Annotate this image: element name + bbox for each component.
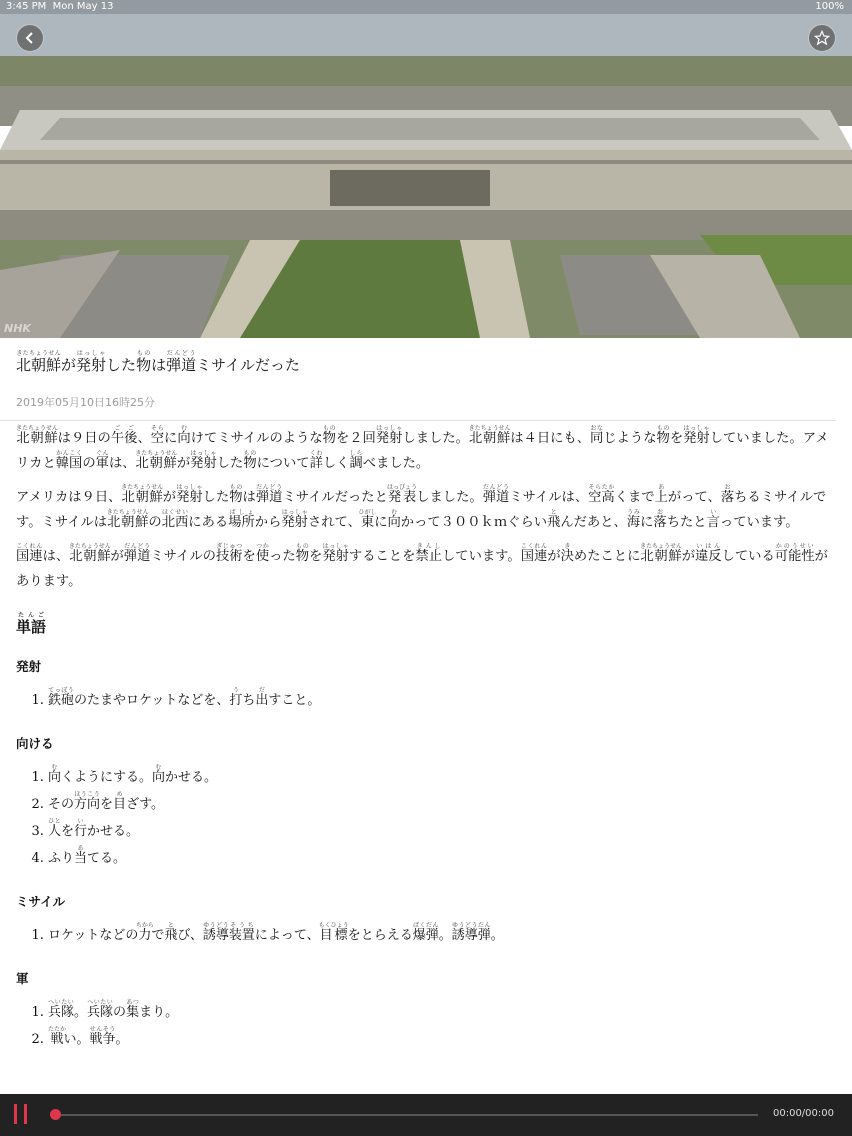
divider (0, 420, 836, 421)
vocab-heading: 単語たんご (16, 612, 47, 636)
vocab-word: ミサイル (16, 894, 66, 909)
article-date: 2019年05月10日16時25分 (16, 396, 155, 409)
audio-player (0, 1094, 852, 1136)
status-time: 3:45 PM Mon May 13 (6, 1, 114, 12)
article-title: 北朝鮮きたちょうせんが発射はっしゃした物ものは弾道だんどうミサイルだった (16, 350, 301, 374)
definition-item: 1. 鉄砲てっぽうのたまやロケットなどを、打うち出だすこと。 (48, 687, 840, 714)
playback-time: 00:00/00:00 (772, 1108, 834, 1119)
definition-item: 1. 向むくようにする。向むかせる。 (48, 764, 840, 791)
article-paragraph: 国連こくれんは、北朝鮮きたちょうせんが弾道だんどうミサイルの技術ぎじゅつを使つかった物ものを発射はっしゃすることを禁止きんししています。国連こくれんが決きめたことに北朝鮮きたちょうせんが違反いはんしている可能性かのうせいがあります。 (16, 543, 828, 589)
article-paragraph: 北朝鮮きたちょうせんは９日の午後ごご、空そらに向むけてミサイルのような物ものを２回発射はっしゃしました。北朝鮮きたちょうせんは４日にも、同おなじような物ものを発射はっしゃしていました。アメリカと韓国かんこくの軍ぐんは、北朝鮮きたちょうせんが発射はっしゃした物ものについて詳くわしく調しらべました。 (16, 425, 829, 471)
vocab-word: 軍 (16, 971, 29, 986)
pause-button[interactable] (10, 1104, 32, 1126)
back-button[interactable] (16, 24, 44, 52)
definition-item: 4. ふり当あてる。 (48, 845, 840, 872)
definition-list (16, 687, 840, 714)
chevron-left-icon (24, 32, 36, 44)
vocab-word: 発射 (16, 659, 42, 674)
definition-item: 1. 兵隊へいたい。兵隊へいたいの集あつまり。 (48, 999, 840, 1026)
pause-icon (14, 1104, 17, 1124)
pause-icon (24, 1104, 27, 1124)
article-paragraph: アメリカは９日、北朝鮮きたちょうせんが発射はっしゃした物ものは弾道だんどうミサイルだったと発表はっぴょうしました。弾道だんどうミサイルは、空高そらたかくまで上あがって、落おちるミサイルです。ミサイルは北朝鮮きたちょうせんの北西ほくせいにある場所ばしょから発射はっしゃされて、東ひがしに向むかって３００ｋｍぐらい飛とんだあと、海うみに落おちたと言いっています。 (16, 484, 827, 530)
hero-image (0, 0, 852, 338)
definition-list (16, 922, 840, 949)
definition-item: 2. 戦たたかい。戦争せんそう。 (48, 1026, 840, 1053)
definition-item: 3. 人ひとを行いかせる。 (48, 818, 840, 845)
favorite-button[interactable] (808, 24, 836, 52)
vocab-word: 向ける (16, 736, 54, 751)
definition-list (16, 764, 840, 872)
hero-watermark: NHK (4, 322, 31, 335)
status-battery: 100% (815, 1, 844, 12)
progress-thumb[interactable] (50, 1109, 61, 1120)
status-bar (0, 0, 852, 14)
definition-item: 1. ロケットなどの力ちからで飛とび、誘導ゆうどう装置そうちによって、目標もくひょうをとらえる爆弾ばくだん。誘導弾ゆうどうだん。 (48, 922, 840, 949)
progress-track[interactable] (50, 1114, 758, 1116)
article (16, 338, 840, 1053)
star-icon (814, 30, 830, 46)
definition-item: 2. その方向ほうこうを目めざす。 (48, 791, 840, 818)
definition-list (16, 999, 840, 1053)
